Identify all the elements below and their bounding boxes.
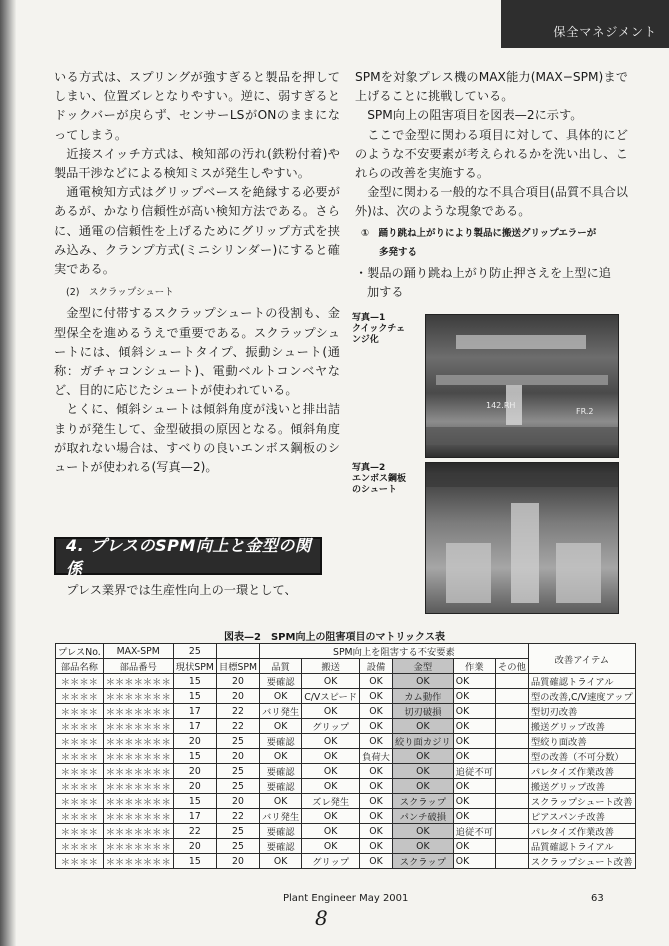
table-cell xyxy=(495,839,528,854)
column-header: 品質 xyxy=(260,659,302,674)
table-cell: カム動作 xyxy=(392,689,453,704)
table-cell: 要確認 xyxy=(260,764,302,779)
table-cell: OK xyxy=(392,779,453,794)
table-cell: OK xyxy=(360,689,393,704)
table-cell: 25 xyxy=(216,734,259,749)
photo1-caption: 写真—1 クイックチェ ンジ化 xyxy=(352,313,406,345)
table-cell: ＊＊＊＊ xyxy=(56,719,104,734)
section-label: 保全マネジメント xyxy=(553,25,657,39)
table-cell: OK xyxy=(360,809,393,824)
table-cell: OK xyxy=(453,794,495,809)
table-cell: 17 xyxy=(173,719,216,734)
table-cell: バリ発生 xyxy=(260,809,302,824)
left-column xyxy=(54,68,340,477)
table-cell: OK xyxy=(453,809,495,824)
table-cell: OK xyxy=(302,779,360,794)
table-cell xyxy=(495,749,528,764)
section-title: 4. プレスのSPM向上と金型の関係 xyxy=(66,536,312,578)
table-cell: 型の改善（不可分数） xyxy=(528,749,635,764)
photo-embossed-steel-chute xyxy=(425,462,619,614)
column-header: 目標SPM xyxy=(216,659,259,674)
table-cell: OK xyxy=(360,839,393,854)
table-cell: 20 xyxy=(173,779,216,794)
journal-footer: Plant Engineer May 2001 xyxy=(283,893,409,904)
table-cell: 17 xyxy=(173,809,216,824)
photo-quick-change-die xyxy=(425,314,619,458)
table-cell: OK xyxy=(260,689,302,704)
table-cell: 15 xyxy=(173,794,216,809)
paragraph: ここで金型に関わる項目に対して、具体的にどのような不安要素が考えられるかを洗い出し、これらの改善を実施する。 xyxy=(355,127,628,181)
table-cell: OK xyxy=(302,824,360,839)
table-cell: ＊＊＊＊＊＊＊ xyxy=(103,779,173,794)
table-cell: ＊＊＊＊ xyxy=(56,749,104,764)
table-row xyxy=(56,704,636,719)
table-cell: OK xyxy=(360,794,393,809)
photo2-caption: 写真—2 エンボス鋼板 のシュート xyxy=(352,463,407,495)
table-cell: 要確認 xyxy=(260,734,302,749)
column-header: 金型 xyxy=(392,659,453,674)
table-cell: 15 xyxy=(173,854,216,869)
table-cell: ＊＊＊＊ xyxy=(56,794,104,809)
table-row xyxy=(56,809,636,824)
table-cell: OK xyxy=(302,674,360,689)
table-row xyxy=(56,794,636,809)
table-cell: OK xyxy=(360,674,393,689)
table-cell: OK xyxy=(302,839,360,854)
table-cell: グリップ xyxy=(302,854,360,869)
table-cell: OK xyxy=(360,854,393,869)
table-cell: ＊＊＊＊＊＊＊ xyxy=(103,824,173,839)
table-cell: 15 xyxy=(173,674,216,689)
table-cell: OK xyxy=(360,704,393,719)
table-cell: OK xyxy=(360,779,393,794)
table-cell: 20 xyxy=(216,794,259,809)
table-cell: ＊＊＊＊ xyxy=(56,689,104,704)
section-header-tab xyxy=(501,0,669,48)
table-cell: パレタイズ作業改善 xyxy=(528,824,635,839)
table-cell: 20 xyxy=(173,839,216,854)
table-row xyxy=(56,689,636,704)
table-cell: ＊＊＊＊＊＊＊ xyxy=(103,674,173,689)
table-cell: スクラップ xyxy=(392,854,453,869)
table-cell: 22 xyxy=(216,809,259,824)
table-row xyxy=(56,734,636,749)
paragraph: SPMを対象プレス機のMAX能力(MAX−SPM)まで上げることに挑戦している。 xyxy=(355,70,628,104)
table-cell: OK xyxy=(360,734,393,749)
table-row xyxy=(56,839,636,854)
paragraph: プレス業界では生産性向上の一環として、 xyxy=(66,583,297,597)
table-cell: 20 xyxy=(216,854,259,869)
table-cell: OK xyxy=(453,719,495,734)
table-cell: 25 xyxy=(216,824,259,839)
table-cell: OK xyxy=(392,839,453,854)
table-cell xyxy=(495,794,528,809)
table-cell: 品質確認トライアル xyxy=(528,839,635,854)
table-cell xyxy=(495,734,528,749)
table-cell: ＊＊＊＊ xyxy=(56,779,104,794)
table-cell: 品質確認トライアル xyxy=(528,674,635,689)
table-cell: ＊＊＊＊＊＊＊ xyxy=(103,839,173,854)
figure-title: 図表—2 SPM向上の阻害項目のマトリックス表 xyxy=(224,632,445,643)
table-cell: 追従不可 xyxy=(453,764,495,779)
table-cell: 搬送グリップ改善 xyxy=(528,719,635,734)
table-cell: 型切刃改善 xyxy=(528,704,635,719)
table-cell: 型の改善,C/V速度アップ xyxy=(528,689,635,704)
table-cell: OK xyxy=(392,674,453,689)
table-cell: 22 xyxy=(173,824,216,839)
table-cell: 要確認 xyxy=(260,824,302,839)
bullet-item: ・製品の踊り跳ね上がり防止押さえを上型に追 xyxy=(355,266,611,281)
table-cell: バリ発生 xyxy=(260,704,302,719)
numbered-item-continued: 多発する xyxy=(379,246,418,258)
table-cell: ＊＊＊＊ xyxy=(56,764,104,779)
left-column-continuation xyxy=(54,581,340,600)
subsection-heading: (2) スクラップシュート xyxy=(66,287,174,299)
table-cell: 22 xyxy=(216,719,259,734)
table-cell: OK xyxy=(260,794,302,809)
table-cell: 15 xyxy=(173,689,216,704)
table-cell: ＊＊＊＊＊＊＊ xyxy=(103,764,173,779)
table-cell: OK xyxy=(392,824,453,839)
column-header: 改善アイテム xyxy=(528,644,635,674)
table-cell: 20 xyxy=(216,689,259,704)
bullet-item-continued: 加する xyxy=(367,285,404,300)
table-cell: パンチ破損 xyxy=(392,809,453,824)
table-cell: 絞り面カジリ xyxy=(392,734,453,749)
table-cell: OK xyxy=(453,749,495,764)
table-cell xyxy=(495,809,528,824)
table-cell: 追従不可 xyxy=(453,824,495,839)
table-cell xyxy=(495,824,528,839)
table-cell: ＊＊＊＊ xyxy=(56,824,104,839)
table-cell: 20 xyxy=(173,734,216,749)
right-column xyxy=(355,68,628,302)
handwritten-number: 8 xyxy=(315,906,328,930)
table-row xyxy=(56,779,636,794)
table-cell: 型絞り面改善 xyxy=(528,734,635,749)
table-cell: ＊＊＊＊＊＊＊ xyxy=(103,734,173,749)
table-cell: OK xyxy=(360,764,393,779)
table-cell: OK xyxy=(302,704,360,719)
table-cell: ＊＊＊＊＊＊＊ xyxy=(103,719,173,734)
table-row xyxy=(56,749,636,764)
paragraph: とくに、傾斜シュートは傾斜角度が浅いと排出詰まりが発生して、金型破損の原因となる。傾斜角度が取れない場合は、すべりの良いエンボス鋼板のシュートが使われる(写真—2)。 xyxy=(54,402,340,475)
photo-marking: FR.2 xyxy=(576,407,594,416)
table-cell xyxy=(495,779,528,794)
table-row xyxy=(56,674,636,689)
table-cell: 20 xyxy=(216,674,259,689)
table-cell: OK xyxy=(360,719,393,734)
spm-matrix-table xyxy=(55,643,636,869)
table-cell: OK xyxy=(453,734,495,749)
column-header: 部品番号 xyxy=(103,659,173,674)
table-cell: ＊＊＊＊＊＊＊ xyxy=(103,809,173,824)
table-cell: 25 xyxy=(216,764,259,779)
table-cell: グリップ xyxy=(302,719,360,734)
page-number: 63 xyxy=(591,893,604,904)
table-row xyxy=(56,854,636,869)
table-cell xyxy=(495,689,528,704)
paragraph: いる方式は、スプリングが強すぎると製品を押してしまい、位置ズレとなりやすい。逆に、弱すぎるとドックバーが戻らず、センサーLSがONのままになってしまう。 xyxy=(54,70,340,142)
table-cell: ＊＊＊＊＊＊＊ xyxy=(103,794,173,809)
table-cell: OK xyxy=(453,854,495,869)
table-cell: ピアスパンチ改善 xyxy=(528,809,635,824)
table-cell: OK xyxy=(260,854,302,869)
table-cell: 20 xyxy=(216,749,259,764)
table-cell xyxy=(495,674,528,689)
table-cell: ＊＊＊＊ xyxy=(56,674,104,689)
table-cell: 15 xyxy=(173,749,216,764)
paragraph: 金型に付帯するスクラップシュートの役割も、金型保全を進めるうえで重要である。スクラップシュートには、傾斜シュートタイプ、振動シュート(通称：ガチャコンシュート)、電動ベルトコンベヤなど、目的に応じたシュートが使われている。 xyxy=(54,306,340,398)
table-cell: OK xyxy=(360,824,393,839)
table-cell: ＊＊＊＊＊＊＊ xyxy=(103,704,173,719)
table-cell: ＊＊＊＊＊＊＊ xyxy=(103,689,173,704)
table-cell xyxy=(495,854,528,869)
table-cell: ＊＊＊＊ xyxy=(56,734,104,749)
table-cell: 負荷大 xyxy=(360,749,393,764)
table-cell: 20 xyxy=(173,764,216,779)
table-cell: OK xyxy=(453,689,495,704)
table-cell: ＊＊＊＊ xyxy=(56,854,104,869)
section-heading-box xyxy=(54,536,322,578)
table-cell: 要確認 xyxy=(260,779,302,794)
group-header: SPM向上を阻害する不安要素 xyxy=(260,644,529,659)
table-cell: OK xyxy=(392,764,453,779)
column-header: 設備 xyxy=(360,659,393,674)
table-cell: スクラップシュート改善 xyxy=(528,794,635,809)
table-cell: OK xyxy=(453,674,495,689)
table-cell: C/Vスピード xyxy=(302,689,360,704)
column-header: 現状SPM xyxy=(173,659,216,674)
paragraph: 金型に関わる一般的な不具合項目(品質不具合以外)は、次のような現象である。 xyxy=(355,185,628,219)
column-header: 部品名称 xyxy=(56,659,104,674)
table-cell: OK xyxy=(260,719,302,734)
paragraph: SPM向上の阻害項目を図表—2に示す。 xyxy=(367,108,583,123)
table-cell: OK xyxy=(302,749,360,764)
table-cell: OK xyxy=(392,749,453,764)
paragraph: 近接スイッチ方式は、検知部の汚れ(鉄粉付着)や製品干渉などによる検知ミスが発生しやすい。 xyxy=(54,146,340,181)
table-cell: 25 xyxy=(216,839,259,854)
table-cell: 25 xyxy=(216,779,259,794)
paragraph: 通電検知方式はグリップベースを絶縁する必要があるが、かなり信頼性が高い検知方法である。さらに、通電の信頼性を上げるためにグリップ方式を挟み込み、クランプ方式(ミニシリンダー)にすると確実である。 xyxy=(54,185,340,277)
table-cell: OK xyxy=(392,719,453,734)
table-cell: 要確認 xyxy=(260,839,302,854)
table-cell: OK xyxy=(260,749,302,764)
table-cell xyxy=(495,764,528,779)
table-cell: OK xyxy=(453,779,495,794)
table-cell: 要確認 xyxy=(260,674,302,689)
table-row xyxy=(56,824,636,839)
table-cell: スクラップ xyxy=(392,794,453,809)
table-cell: ＊＊＊＊ xyxy=(56,704,104,719)
table-cell: パレタイズ作業改善 xyxy=(528,764,635,779)
table-cell xyxy=(495,704,528,719)
table-cell: 17 xyxy=(173,704,216,719)
table-row xyxy=(56,764,636,779)
table-cell: ＊＊＊＊ xyxy=(56,809,104,824)
table-cell: スクラップシュート改善 xyxy=(528,854,635,869)
table-header-row: プレスNo. MAX-SPM 25 SPM向上を阻害する不安要素 改善アイテム xyxy=(56,644,636,659)
table-cell: 搬送グリップ改善 xyxy=(528,779,635,794)
table-body xyxy=(56,674,636,869)
column-header: その他 xyxy=(495,659,528,674)
book-spine-shadow xyxy=(0,0,16,946)
table-cell: ＊＊＊＊＊＊＊ xyxy=(103,749,173,764)
table-cell: OK xyxy=(453,704,495,719)
table-cell: OK xyxy=(302,734,360,749)
table-cell: OK xyxy=(302,764,360,779)
table-cell: ＊＊＊＊ xyxy=(56,839,104,854)
table-cell: 切刃破損 xyxy=(392,704,453,719)
table-cell: OK xyxy=(453,839,495,854)
table-row xyxy=(56,719,636,734)
column-header: 搬送 xyxy=(302,659,360,674)
column-header: 作業 xyxy=(453,659,495,674)
photo-marking: 142.RH xyxy=(486,401,516,410)
table-cell: 22 xyxy=(216,704,259,719)
numbered-item: ① 踊り跳ね上がりにより製品に搬送グリップエラーが xyxy=(361,227,597,239)
table-cell: ＊＊＊＊＊＊＊ xyxy=(103,854,173,869)
table-cell xyxy=(495,719,528,734)
table-cell: OK xyxy=(302,809,360,824)
table-cell: ズレ発生 xyxy=(302,794,360,809)
